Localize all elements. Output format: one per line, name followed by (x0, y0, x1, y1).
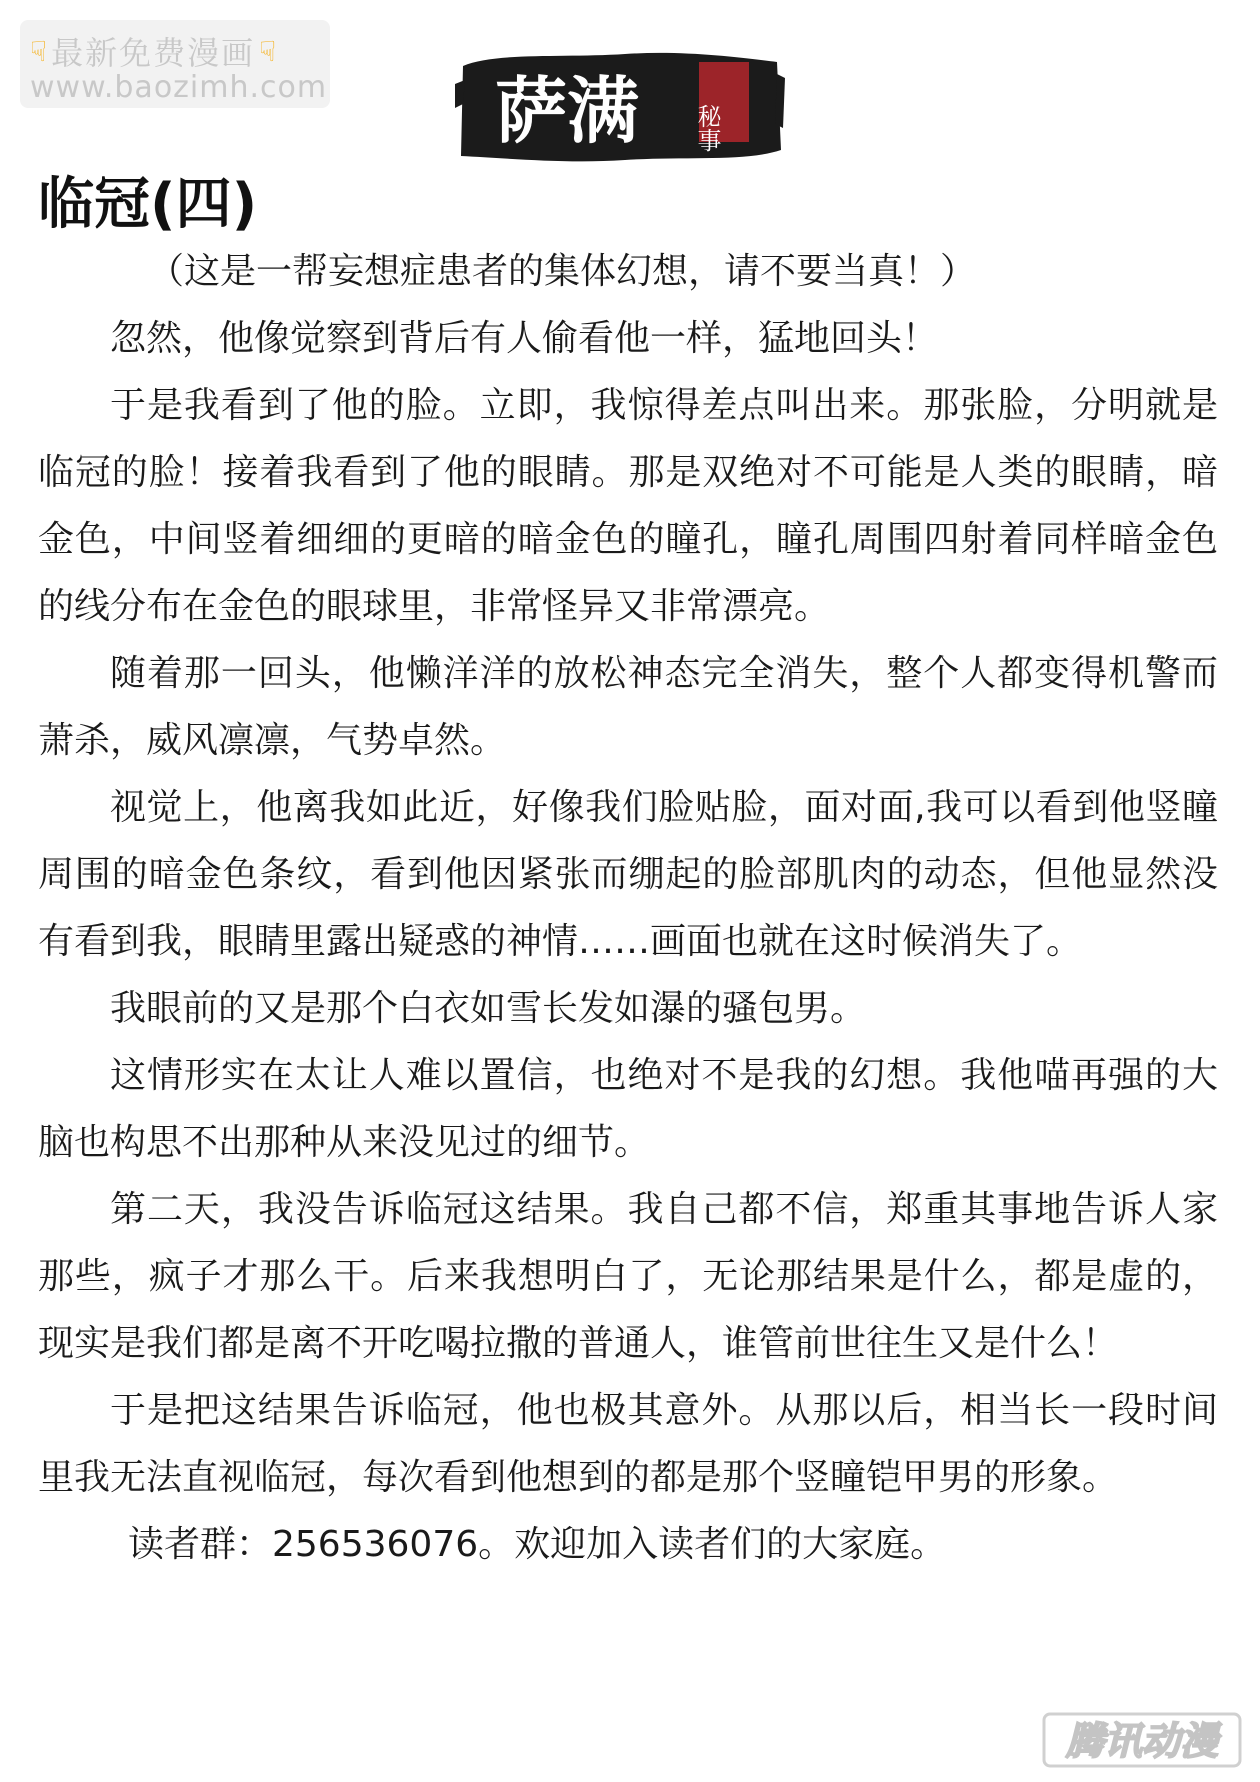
reader-group-paragraph: 读者群：256536076。欢迎加入读者们的大家庭。 (128, 1524, 947, 1565)
body-paragraph: 于是把这结果告诉临冠，他也极其意外。从那以后，相当长一段时间里我无法直视临冠，每次看到他想到的都是那个竖瞳铠甲男的形象。 (38, 1390, 1218, 1498)
comic-logo (455, 44, 785, 174)
pointing-hand-icon: ☟ (30, 34, 48, 68)
logo-side-text: 秘事 (693, 104, 721, 152)
site-watermark (20, 20, 330, 108)
body-paragraph: 于是我看到了他的脸。立即，我惊得差点叫出来。那张脸，分明就是临冠的脸！接着我看到了他的眼睛。那是双绝对不可能是人类的眼睛，暗金色，中间竖着细细的更暗的暗金色的瞳孔，瞳孔周围四射着同样暗金色的线分布在金色的眼球里，非常怪异又非常漂亮。 (38, 385, 1218, 627)
watermark-title: 最新免费漫画 (51, 34, 256, 72)
logo-main-text: 萨满 (495, 68, 640, 153)
chapter-title: 临冠(四) (38, 172, 258, 237)
body-paragraph: 随着那一回头，他懒洋洋的放松神态完全消失，整个人都变得机警而萧杀，威风凛凛，气势卓然。 (38, 653, 1218, 761)
tencent-comic-logo (1042, 1710, 1242, 1770)
watermark-url: www.baozimh.com (30, 70, 328, 105)
body-paragraph: 这情形实在太让人难以置信，也绝对不是我的幻想。我他喵再强的大脑也构思不出那种从来没见过的细节。 (38, 1055, 1218, 1163)
pointing-hand-icon: ☟ (259, 34, 277, 68)
body-paragraph: 第二天，我没告诉临冠这结果。我自己都不信，郑重其事地告诉人家那些，疯子才那么干。后来我想明白了，无论那结果是什么，都是虚的，现实是我们都是离不开吃喝拉撒的普通人，谁管前世往生又是什么！ (38, 1189, 1218, 1364)
chapter-body (38, 238, 1218, 1578)
disclaimer-paragraph: （这是一帮妄想症患者的集体幻想，请不要当真！） (148, 251, 977, 292)
tencent-logo-text: 腾讯动漫 (1065, 1719, 1219, 1763)
body-paragraph: 视觉上，他离我如此近，好像我们脸贴脸，面对面,我可以看到他竖瞳周围的暗金色条纹，看到他因紧张而绷起的脸部肌肉的动态，但他显然没有看到我，眼睛里露出疑惑的神情……画面也就在这时候消失了。 (38, 787, 1218, 962)
body-paragraph: 我眼前的又是那个白衣如雪长发如瀑的骚包男。 (110, 988, 867, 1029)
watermark-title-row (30, 28, 276, 74)
body-paragraph: 忽然，他像觉察到背后有人偷看他一样，猛地回头！ (110, 318, 939, 359)
